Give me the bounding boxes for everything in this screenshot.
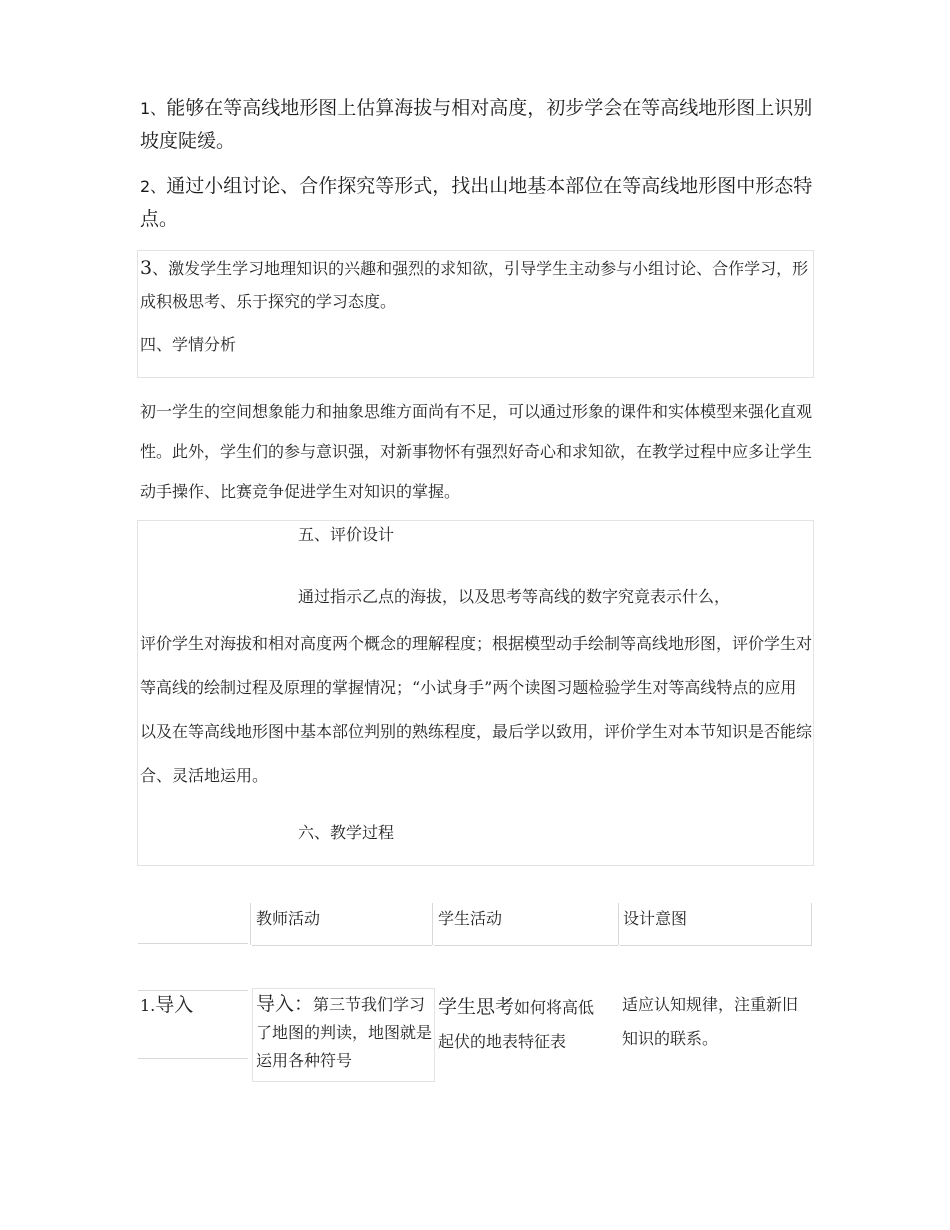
objective-3-text: 、激发学生学习地理知识的兴趣和强烈的求知欲，引导学生主动参与小组讨论、合作学习，形成积极思考、乐于探究的学习态度。 (140, 259, 809, 311)
row-1-teacher-activity (256, 990, 432, 1075)
row-1-student-activity (438, 990, 610, 1059)
table-rule (811, 903, 812, 945)
table-rule (138, 1058, 248, 1059)
row-1-stage (140, 990, 193, 1017)
header-design-intent: 设计意图 (623, 909, 688, 928)
row-1-stage-number: 1. (140, 996, 156, 1015)
header-student-activity: 学生活动 (438, 909, 503, 928)
objective-3-number: 3 (140, 257, 153, 279)
objective-1-number: 1、 (140, 99, 167, 118)
objective-2 (140, 170, 820, 235)
table-rule (252, 945, 432, 946)
objective-1-text: 能够在等高线地形图上估算海拔与相对高度，初步学会在等高线地形图上识别坡度陡缓。 (140, 97, 813, 152)
teacher-lead: 导入： (256, 993, 314, 1015)
student-text: 如何将高低起伏的地表特征表 (438, 998, 595, 1051)
table-rule (250, 903, 251, 945)
row-1-stage-label: 导入 (155, 994, 194, 1016)
header-teacher-activity: 教师活动 (256, 909, 321, 928)
objective-2-text: 通过小组讨论、合作探究等形式，找出山地基本部位在等高线地形图中形态特点。 (140, 175, 813, 230)
section-5-body-lead: 通过指示乙点的海拔，以及思考等高线的数字究竟表示什么， (298, 587, 731, 606)
section-4-body: 初一学生的空间想象能力和抽象思维方面尚有不足，可以通过形象的课件和实体模型来强化直观性。此外，学生们的参与意识强，对新事物怀有强烈好奇心和求知欲，在教学过程中应多让学生动手操作、比赛竞争促进学生对知识的掌握。 (140, 402, 813, 501)
table-rule (618, 903, 619, 945)
table-rule (620, 945, 812, 946)
section-5-heading: 五、评价设计 (298, 525, 395, 544)
table-rule (434, 945, 618, 946)
objective-1 (140, 92, 820, 157)
objective-2-number: 2、 (140, 177, 167, 196)
section-4-heading: 四、学情分析 (140, 335, 237, 354)
objective-3 (140, 252, 810, 318)
row-1-design-intent: 适应认知规律，注重新旧知识的联系。 (622, 995, 799, 1048)
table-rule (432, 903, 433, 945)
section-5-body: 评价学生对海拔和相对高度两个概念的理解程度；根据模型动手绘制等高线地形图，评价学生对等高线的绘制过程及原理的掌握情况；“小试身手”两个读图习题检验学生对等高线特点的应用以及在等高线地形图中基本部位判别的熟练程度，最后学以致用，评价学生对本节知识是否能综合、灵活地运用。 (140, 634, 813, 785)
table-rule (138, 943, 248, 944)
section-6-heading: 六、教学过程 (298, 823, 395, 842)
student-lead: 学生思考 (438, 996, 515, 1018)
teacher-text: 第三节我们学习了地图的判读，地图就是运用各种符号 (256, 995, 433, 1070)
